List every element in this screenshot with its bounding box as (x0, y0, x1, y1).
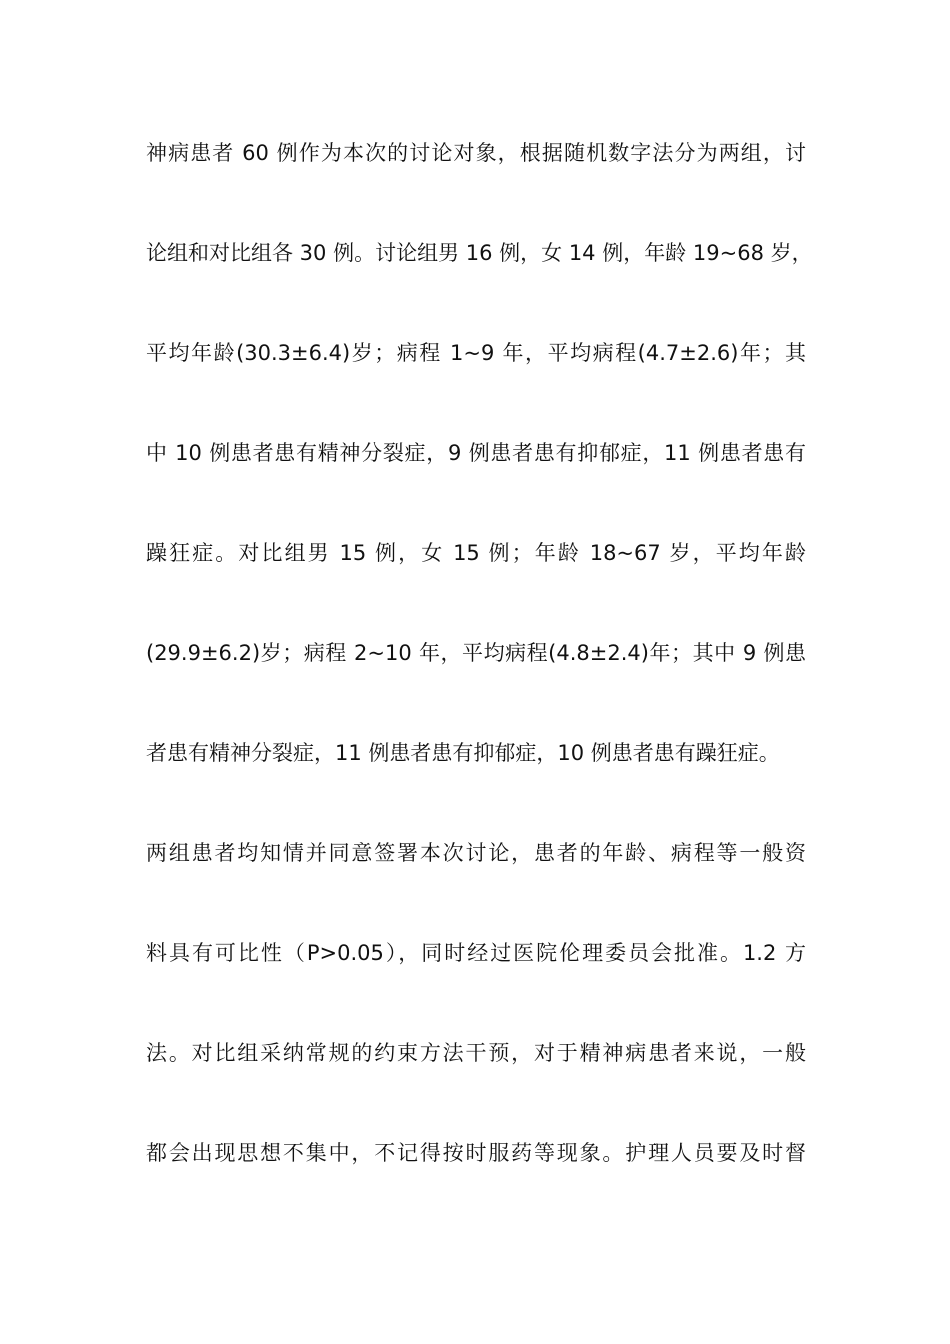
text-line-8: 两组患者均知情并同意签署本次讨论，患者的年龄、病程等一般资 (146, 841, 806, 865)
text-line-6: (29.9±6.2)岁；病程 2~10 年，平均病程(4.8±2.4)年；其中 9 例患 (146, 641, 806, 665)
text-line-10: 法。对比组采纳常规的约束方法干预，对于精神病患者来说，一般 (146, 1041, 806, 1065)
text-line-11: 都会出现思想不集中，不记得按时服药等现象。护理人员要及时督 (146, 1141, 806, 1165)
text-line-7: 者患有精神分裂症，11 例患者患有抑郁症，10 例患者患有躁狂症。 (146, 741, 780, 765)
body-text (146, 128, 813, 1228)
text-line-5: 躁狂症。对比组男 15 例，女 15 例；年龄 18~67 岁，平均年龄 (146, 541, 806, 565)
text-line-9: 料具有可比性（P>0.05），同时经过医院伦理委员会批准。1.2 方 (146, 941, 806, 965)
text-line-2: 论组和对比组各 30 例。讨论组男 16 例，女 14 例，年龄 19~68 岁， (146, 241, 813, 265)
text-line-3: 平均年龄(30.3±6.4)岁；病程 1~9 年，平均病程(4.7±2.6)年；其 (146, 341, 806, 365)
text-line-4: 中 10 例患者患有精神分裂症，9 例患者患有抑郁症，11 例患者患有 (146, 441, 806, 465)
text-line-1: 神病患者 60 例作为本次的讨论对象，根据随机数字法分为两组，讨 (146, 141, 806, 165)
